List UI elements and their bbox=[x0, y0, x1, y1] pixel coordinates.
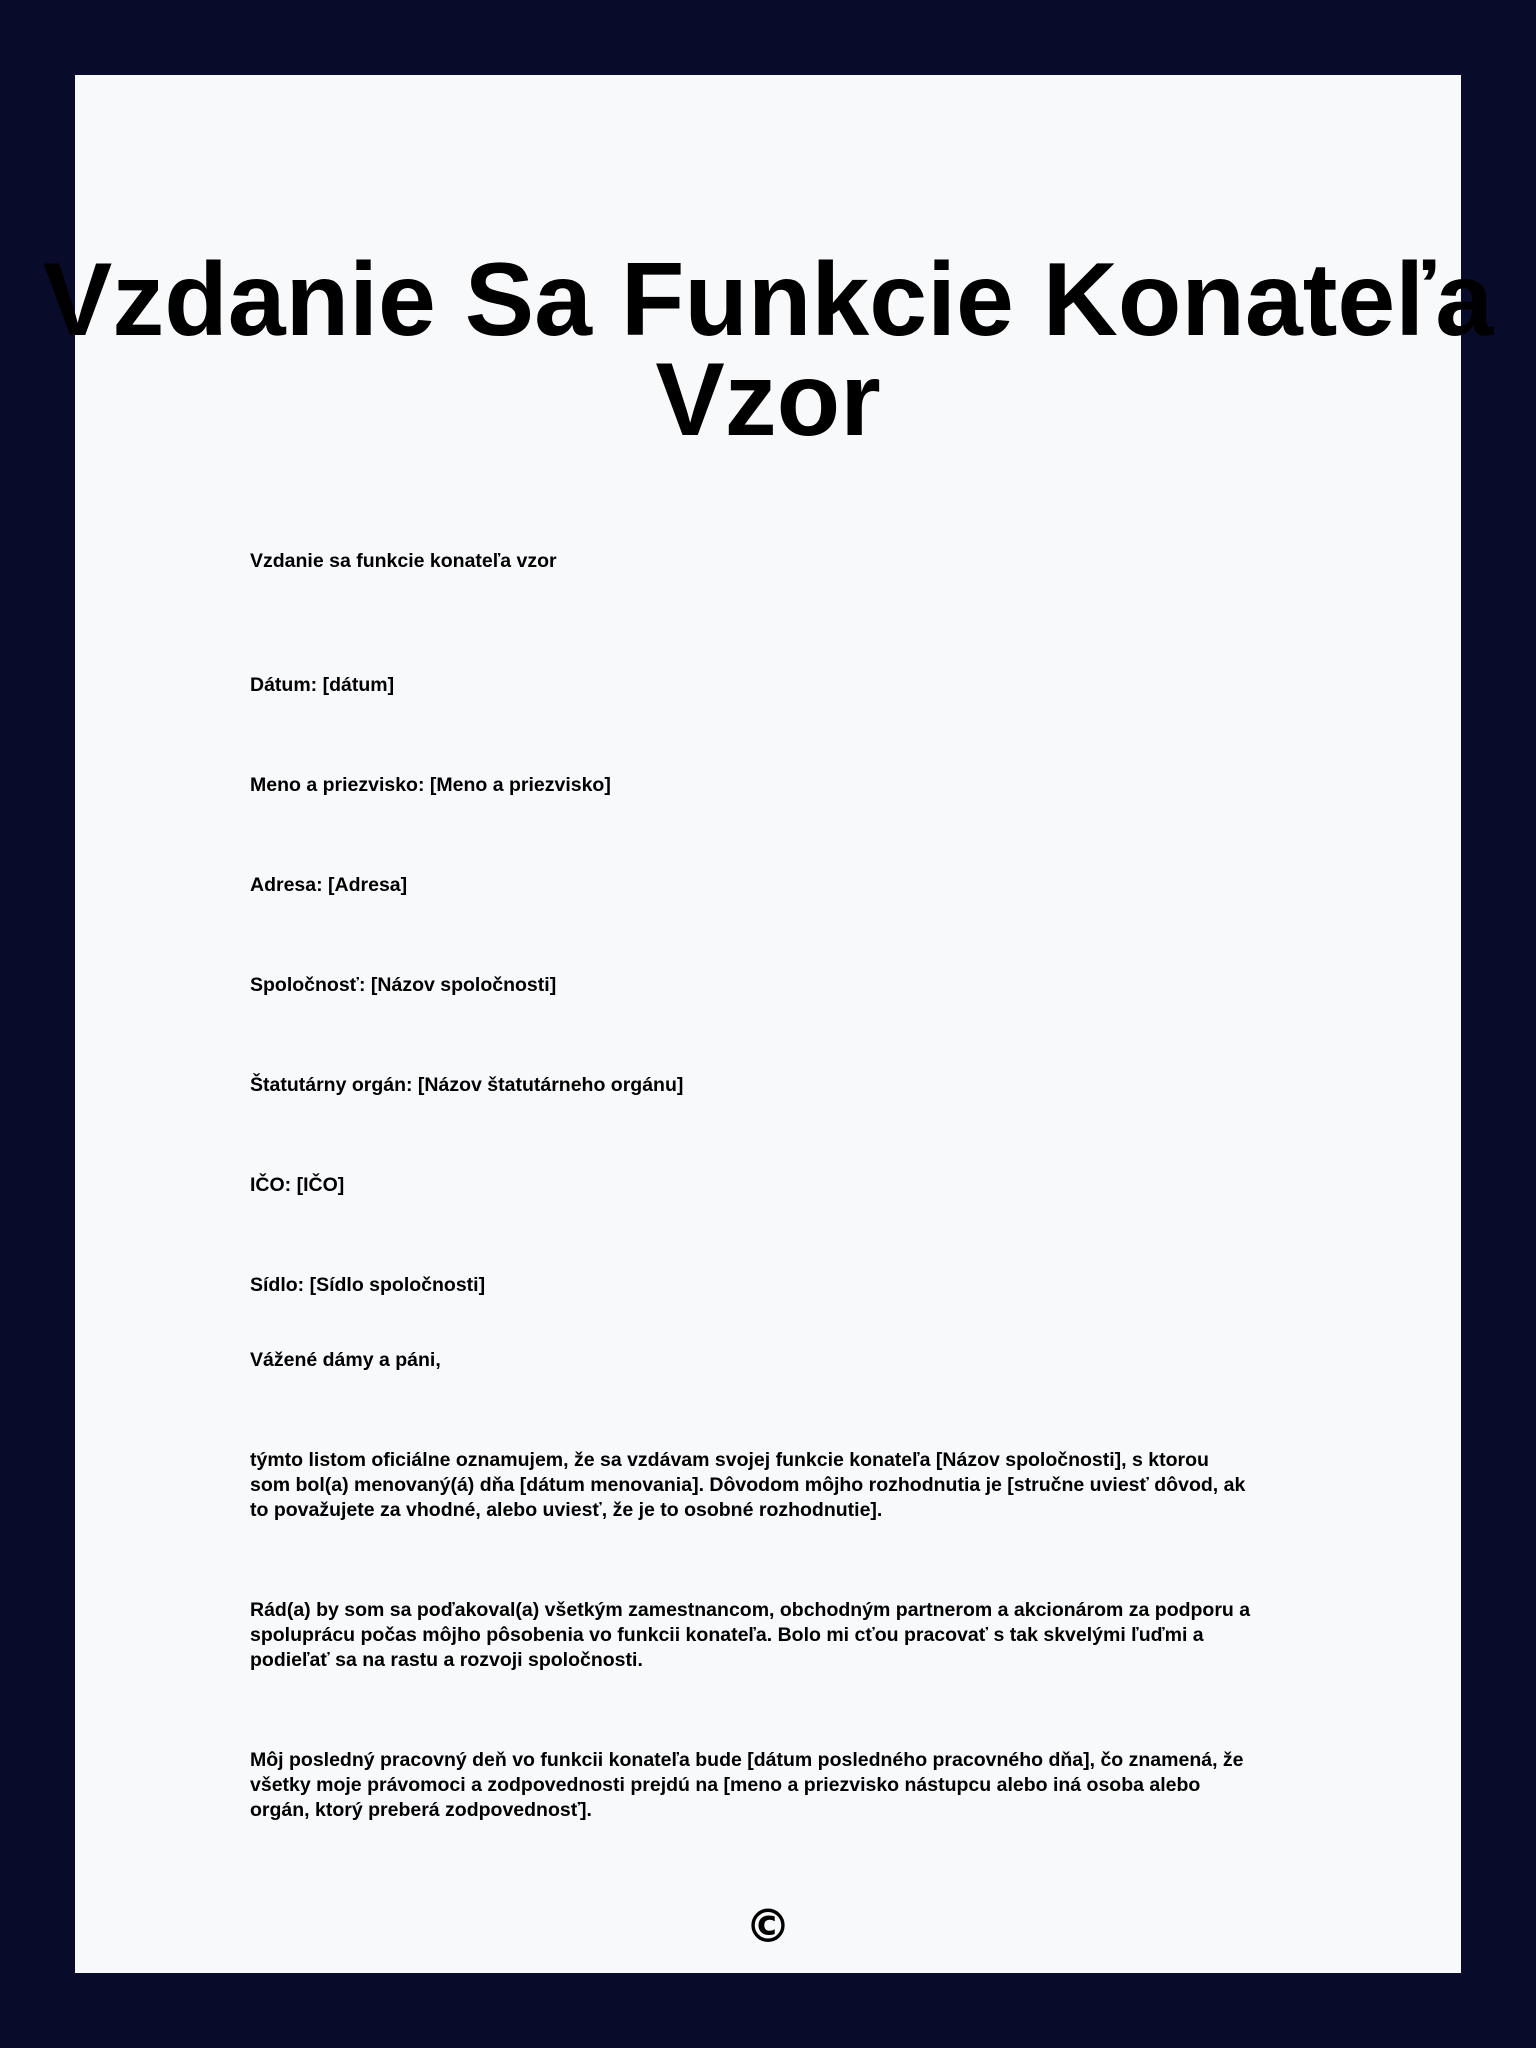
field-address: Adresa: [Adresa] bbox=[250, 874, 408, 896]
paragraph-line: podieľať sa na rastu a rozvoji spoločnosti. bbox=[250, 1649, 643, 1671]
document-title-line-1: Vzdanie Sa Funkcie Konateľa bbox=[42, 242, 1494, 358]
paragraph-line: to považujete za vhodné, alebo uviesť, že je to osobné rozhodnutie]. bbox=[250, 1499, 883, 1521]
field-name: Meno a priezvisko: [Meno a priezvisko] bbox=[250, 774, 611, 796]
document-title-line-2: Vzor bbox=[655, 342, 881, 458]
field-date: Dátum: [dátum] bbox=[250, 674, 395, 696]
document-subtitle: Vzdanie sa funkcie konateľa vzor bbox=[250, 550, 557, 572]
paragraph-line: všetky moje právomoci a zodpovednosti prejdú na [meno a priezvisko nástupcu alebo iná osoba alebo bbox=[250, 1774, 1201, 1796]
paragraph-line: som bol(a) menovaný(á) dňa [dátum menovania]. Dôvodom môjho rozhodnutia je [stručne uviesť dôvod, ak bbox=[250, 1474, 1246, 1496]
paragraph-resignation bbox=[250, 1448, 1290, 1523]
paragraph-thanks bbox=[250, 1598, 1290, 1673]
paragraph-line: Rád(a) by som sa poďakoval(a) všetkým zamestnancom, obchodným partnerom a akcionárom za podporu a bbox=[250, 1599, 1251, 1621]
field-company: Spoločnosť: [Názov spoločnosti] bbox=[250, 974, 557, 996]
document-title bbox=[35, 242, 1501, 458]
document-page bbox=[42, 75, 1494, 1973]
field-statutory-body: Štatutárny orgán: [Názov štatutárneho orgánu] bbox=[250, 1074, 684, 1096]
paragraph-line: spoluprácu počas môjho pôsobenia vo funkcii konateľa. Bolo mi cťou pracovať s tak skvelými ľuďmi a bbox=[250, 1624, 1204, 1646]
field-ico: IČO: [IČO] bbox=[250, 1174, 345, 1196]
paragraph-last-day bbox=[250, 1748, 1290, 1823]
paragraph-line: týmto listom oficiálne oznamujem, že sa vzdávam svojej funkcie konateľa [Názov spoločnosti], s ktorou bbox=[250, 1449, 1209, 1471]
field-seat: Sídlo: [Sídlo spoločnosti] bbox=[250, 1274, 486, 1296]
salutation: Vážené dámy a páni, bbox=[250, 1349, 441, 1371]
paragraph-line: Môj posledný pracovný deň vo funkcii konateľa bude [dátum posledného pracovného dňa], čo znamená, že bbox=[250, 1749, 1244, 1771]
paragraph-line: orgán, ktorý preberá zodpovednosť]. bbox=[250, 1799, 592, 1821]
copyright-icon: © bbox=[745, 1899, 791, 1953]
